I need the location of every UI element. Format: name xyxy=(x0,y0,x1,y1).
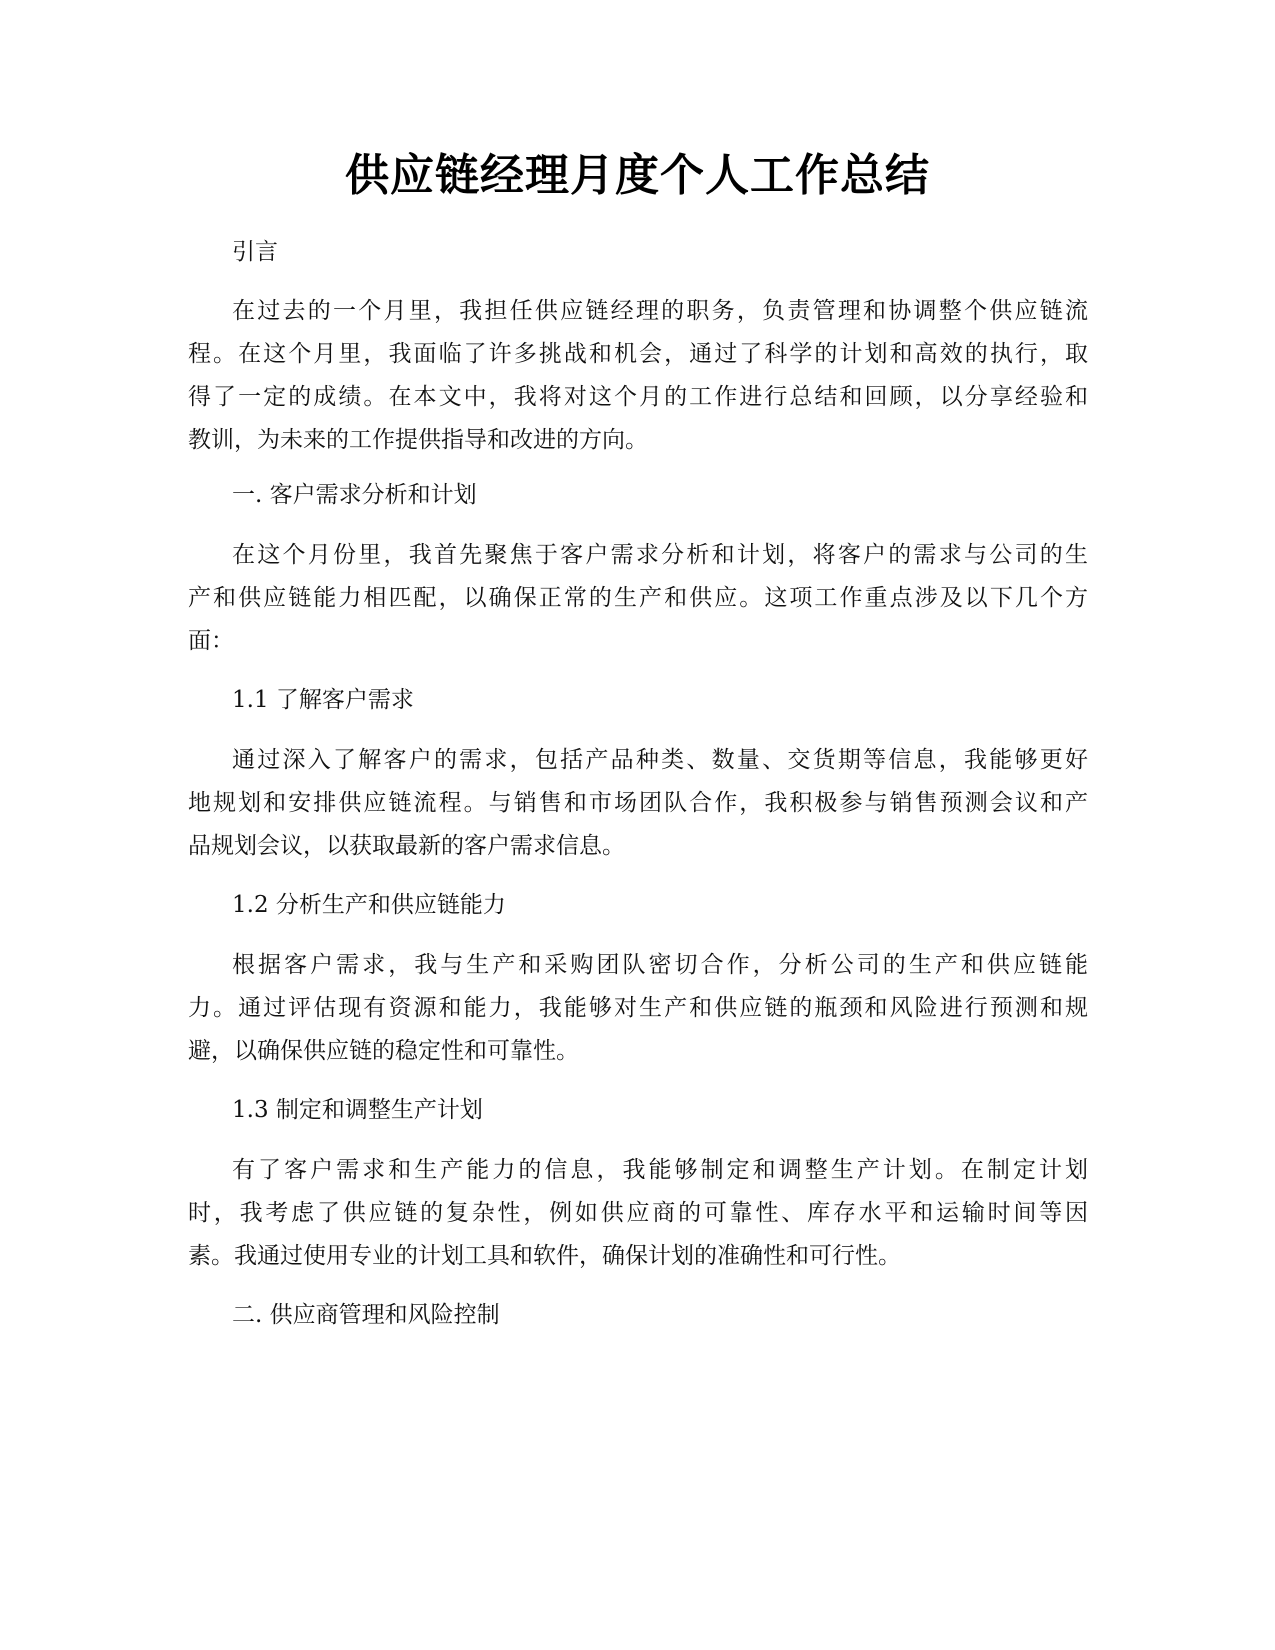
paragraph-line: 地规划和安排供应链流程。与销售和市场团队合作，我积极参与销售预测会议和产 xyxy=(188,790,1088,816)
section1-heading: 一. 客户需求分析和计划 xyxy=(232,482,477,508)
paragraph-line: 素。我通过使用专业的计划工具和软件，确保计划的准确性和可行性。 xyxy=(188,1243,901,1269)
subsection-1-2-heading: 1.2 分析生产和供应链能力 xyxy=(232,892,506,918)
paragraph-line: 品规划会议，以获取最新的客户需求信息。 xyxy=(188,833,625,859)
paragraph-line: 通过深入了解客户的需求，包括产品种类、数量、交货期等信息，我能够更好 xyxy=(232,747,1088,773)
paragraph-line: 时，我考虑了供应链的复杂性，例如供应商的可靠性、库存水平和运输时间等因 xyxy=(188,1200,1088,1226)
subsection-1-3-heading: 1.3 制定和调整生产计划 xyxy=(232,1097,483,1123)
paragraph-line: 产和供应链能力相匹配，以确保正常的生产和供应。这项工作重点涉及以下几个方 xyxy=(188,585,1088,611)
intro-heading: 引言 xyxy=(232,239,278,265)
paragraph-line: 教训，为未来的工作提供指导和改进的方向。 xyxy=(188,427,648,453)
document-title: 供应链经理月度个人工作总结 xyxy=(345,150,930,201)
section2-heading: 二. 供应商管理和风险控制 xyxy=(232,1302,500,1328)
intro-paragraph xyxy=(188,290,1088,462)
section1-paragraph xyxy=(188,534,1088,663)
paragraph-line: 力。通过评估现有资源和能力，我能够对生产和供应链的瓶颈和风险进行预测和规 xyxy=(188,995,1088,1021)
subsection-1-1-paragraph xyxy=(188,739,1088,868)
paragraph-line: 在这个月份里，我首先聚焦于客户需求分析和计划，将客户的需求与公司的生 xyxy=(232,542,1088,568)
subsection-1-3-paragraph xyxy=(188,1149,1088,1278)
paragraph-line: 在过去的一个月里，我担任供应链经理的职务，负责管理和协调整个供应链流 xyxy=(232,298,1088,324)
paragraph-line: 程。在这个月里，我面临了许多挑战和机会，通过了科学的计划和高效的执行，取 xyxy=(188,341,1088,367)
subsection-1-1-heading: 1.1 了解客户需求 xyxy=(232,687,414,713)
subsection-1-2-paragraph xyxy=(188,944,1088,1073)
paragraph-line: 避，以确保供应链的稳定性和可靠性。 xyxy=(188,1038,579,1064)
paragraph-line: 根据客户需求，我与生产和采购团队密切合作，分析公司的生产和供应链能 xyxy=(232,952,1088,978)
paragraph-line: 有了客户需求和生产能力的信息，我能够制定和调整生产计划。在制定计划 xyxy=(232,1157,1088,1183)
paragraph-line: 得了一定的成绩。在本文中，我将对这个月的工作进行总结和回顾，以分享经验和 xyxy=(188,384,1088,410)
paragraph-line: 面： xyxy=(188,628,234,654)
